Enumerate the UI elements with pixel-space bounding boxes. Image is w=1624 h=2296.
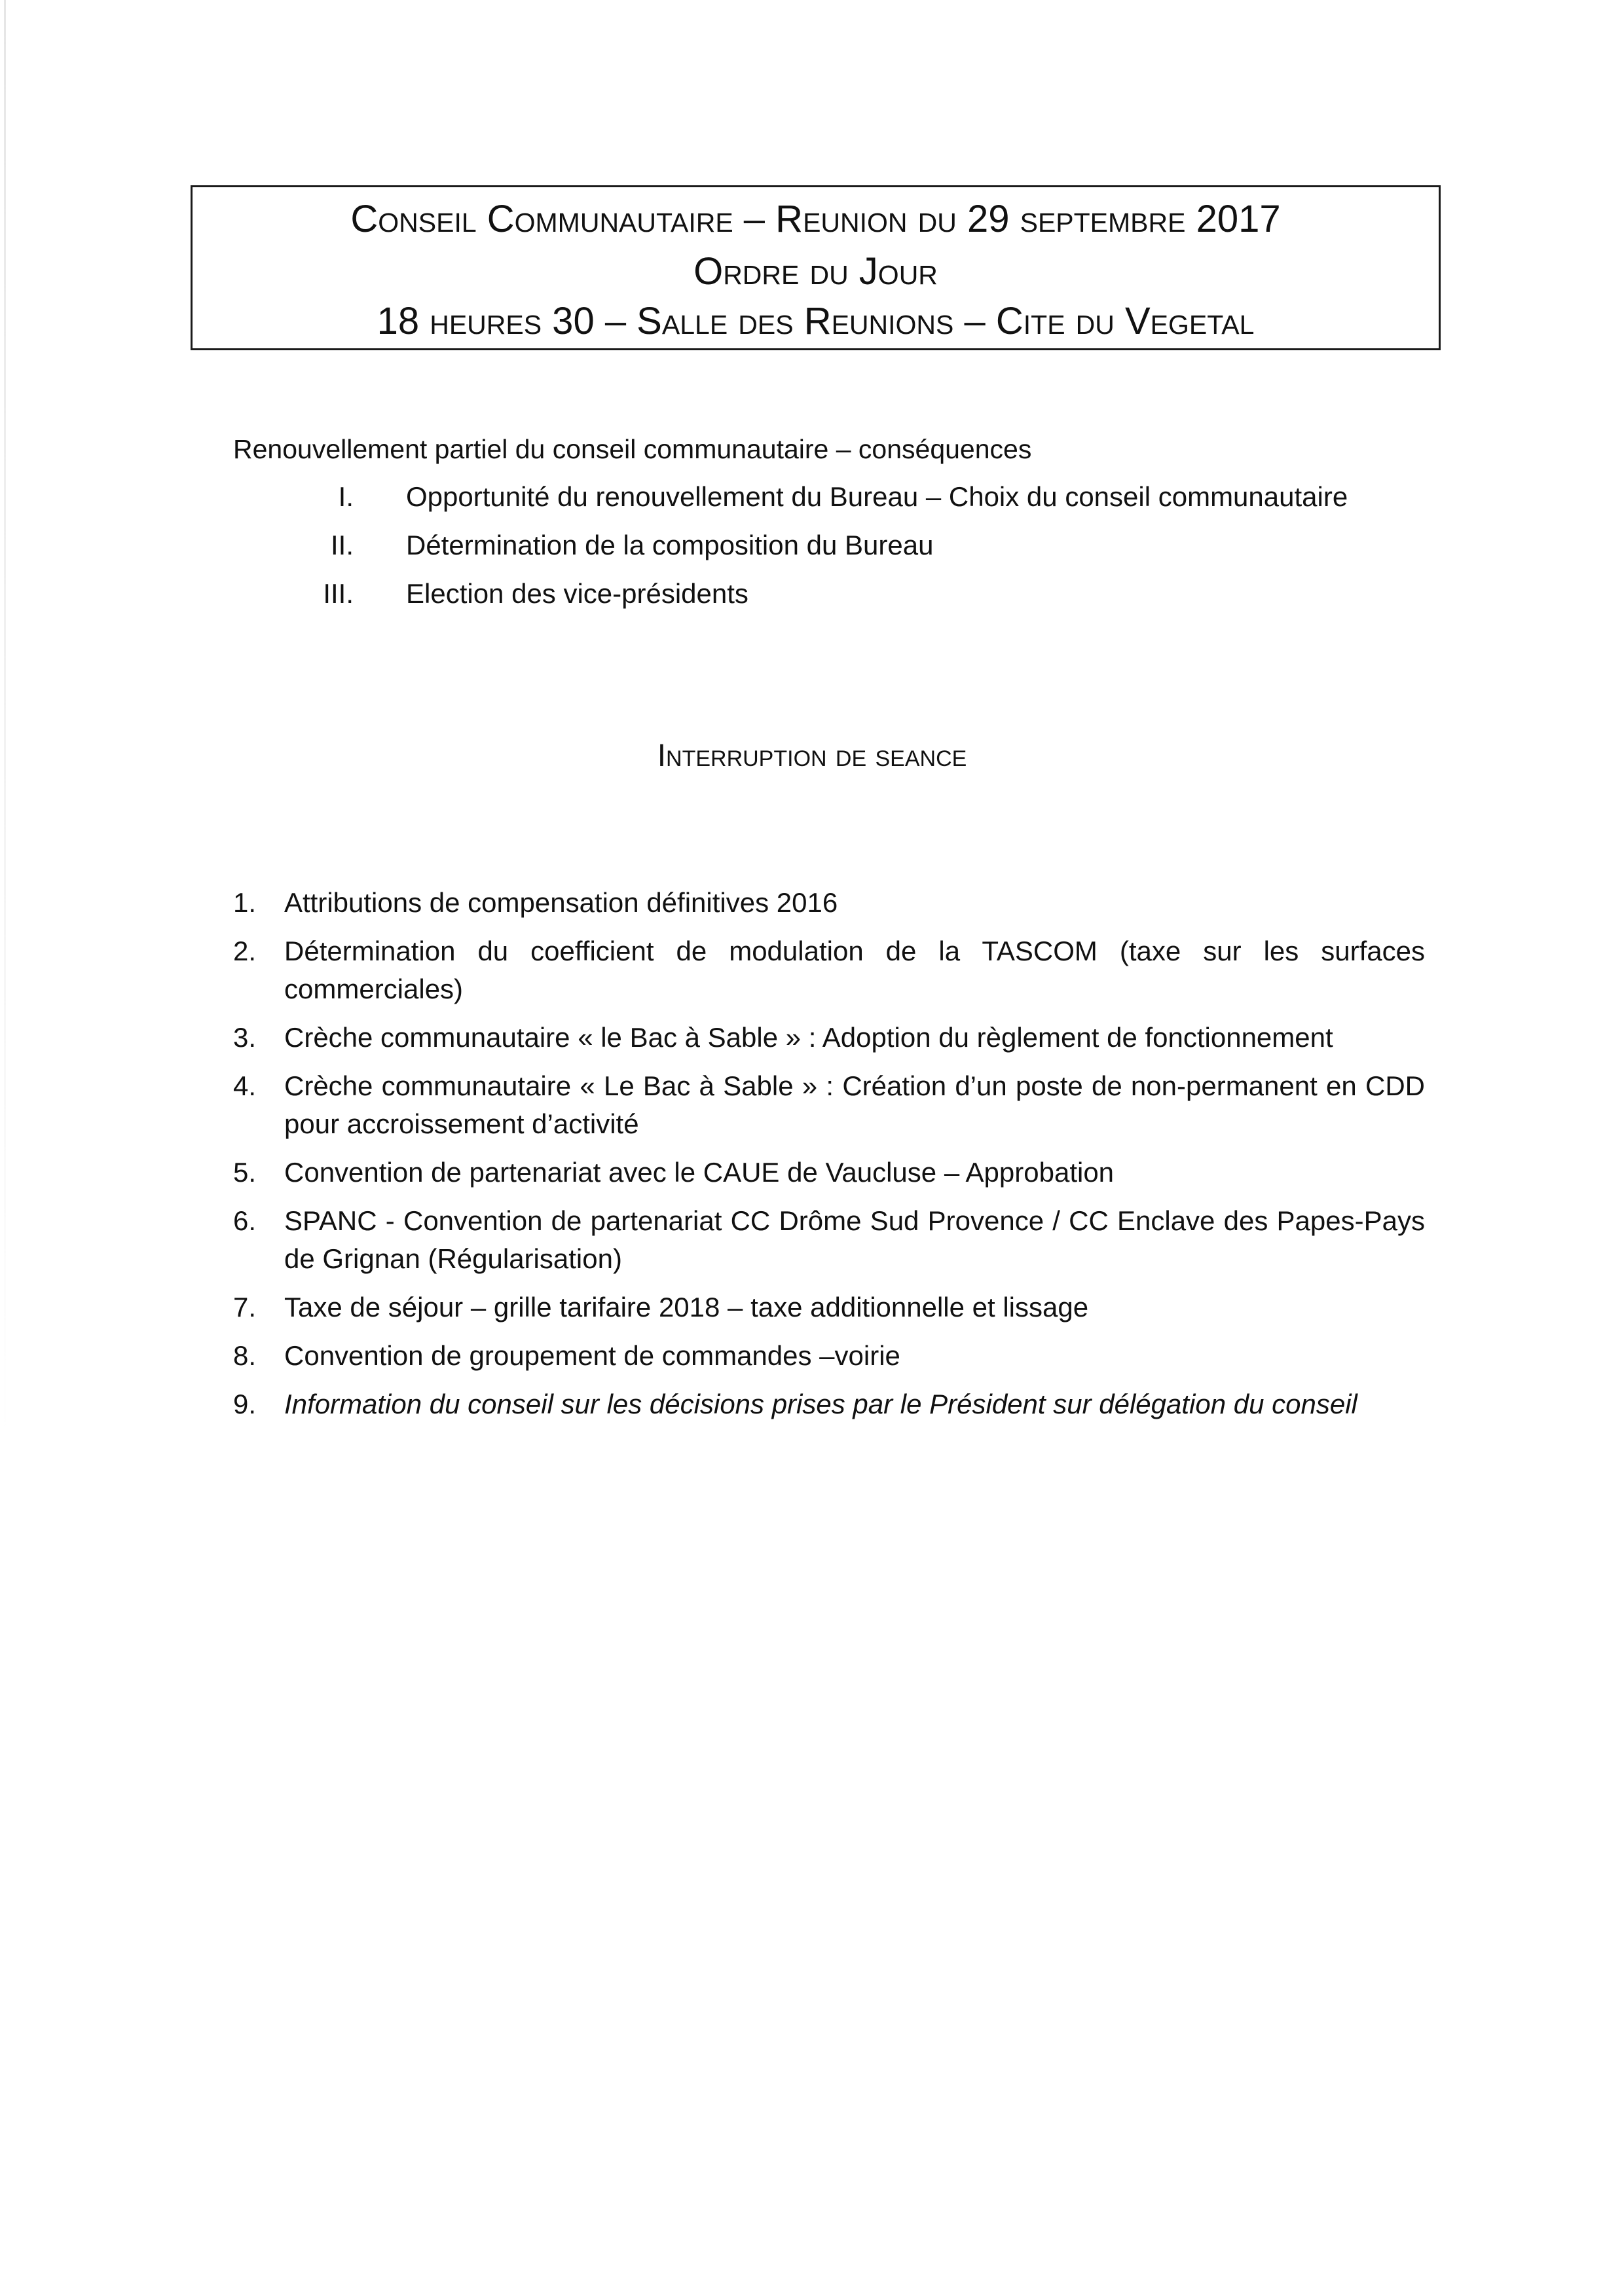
roman-list bbox=[288, 481, 1467, 627]
agenda-item-text: Crèche communautaire « Le Bac à Sable » : Création d’un poste de non-permanent en CDD pour accroissement d’activité bbox=[284, 1070, 1425, 1139]
list-item-text: Détermination de la composition du Bureau bbox=[406, 530, 934, 560]
agenda-item bbox=[233, 884, 1425, 922]
list-item bbox=[288, 578, 1467, 627]
agenda-item-text: Crèche communautaire « le Bac à Sable » : Adoption du règlement de fonctionnement bbox=[284, 1022, 1333, 1053]
agenda-item-text: Information du conseil sur les décisions prises par le Président sur délégation du conseil bbox=[284, 1389, 1357, 1419]
list-item bbox=[288, 481, 1467, 530]
agenda-item bbox=[233, 1337, 1425, 1375]
agenda-item-number: 3. bbox=[233, 1022, 257, 1053]
list-item-number: III. bbox=[323, 578, 354, 609]
interruption-heading: Interruption de seance bbox=[657, 738, 967, 773]
list-item-text: Opportunité du renouvellement du Bureau – Choix du conseil communautaire bbox=[406, 481, 1348, 512]
agenda-item bbox=[233, 1202, 1425, 1278]
agenda-list bbox=[233, 884, 1425, 1434]
agenda-item-text: Convention de partenariat avec le CAUE de Vaucluse – Approbation bbox=[284, 1157, 1115, 1188]
agenda-item-number: 8. bbox=[233, 1340, 257, 1371]
agenda-item-text: Taxe de séjour – grille tarifaire 2018 – taxe additionnelle et lissage bbox=[284, 1292, 1089, 1322]
agenda-item bbox=[233, 1288, 1425, 1326]
agenda-item-text: Convention de groupement de commandes –voirie bbox=[284, 1340, 900, 1371]
agenda-item-number: 7. bbox=[233, 1292, 257, 1322]
list-item-text: Election des vice-présidents bbox=[406, 578, 748, 609]
agenda-item bbox=[233, 1067, 1425, 1143]
agenda-item bbox=[233, 1019, 1425, 1057]
agenda-item-number: 9. bbox=[233, 1389, 257, 1419]
agenda-item-text: Attributions de compensation définitives 2016 bbox=[284, 887, 838, 918]
list-item-number: II. bbox=[330, 530, 354, 560]
section-title: Renouvellement partiel du conseil communautaire – conséquences bbox=[233, 434, 1032, 464]
agenda-item-number: 4. bbox=[233, 1070, 257, 1101]
list-item bbox=[288, 530, 1467, 578]
header-box bbox=[191, 185, 1441, 350]
agenda-item bbox=[233, 932, 1425, 1008]
scan-edge bbox=[4, 0, 6, 1440]
list-item-number: I. bbox=[338, 481, 354, 512]
header-time-location: 18 heures 30 – Salle des Reunions – Cite du Vegetal bbox=[377, 300, 1255, 342]
agenda-item bbox=[233, 1385, 1425, 1423]
agenda-item-number: 1. bbox=[233, 887, 257, 918]
agenda-item-number: 2. bbox=[233, 936, 257, 966]
agenda-item-number: 6. bbox=[233, 1205, 257, 1236]
agenda-item-number: 5. bbox=[233, 1157, 257, 1188]
agenda-item-text: SPANC - Convention de partenariat CC Drôme Sud Provence / CC Enclave des Papes-Pays de Grignan (Régularisation) bbox=[284, 1205, 1425, 1274]
agenda-item-text: Détermination du coefficient de modulation de la TASCOM (taxe sur les surfaces commerciales) bbox=[284, 936, 1425, 1004]
agenda-item bbox=[233, 1154, 1425, 1192]
header-title: Conseil Communautaire – Reunion du 29 septembre 2017 bbox=[350, 198, 1281, 240]
header-subtitle: Ordre du Jour bbox=[693, 250, 938, 293]
